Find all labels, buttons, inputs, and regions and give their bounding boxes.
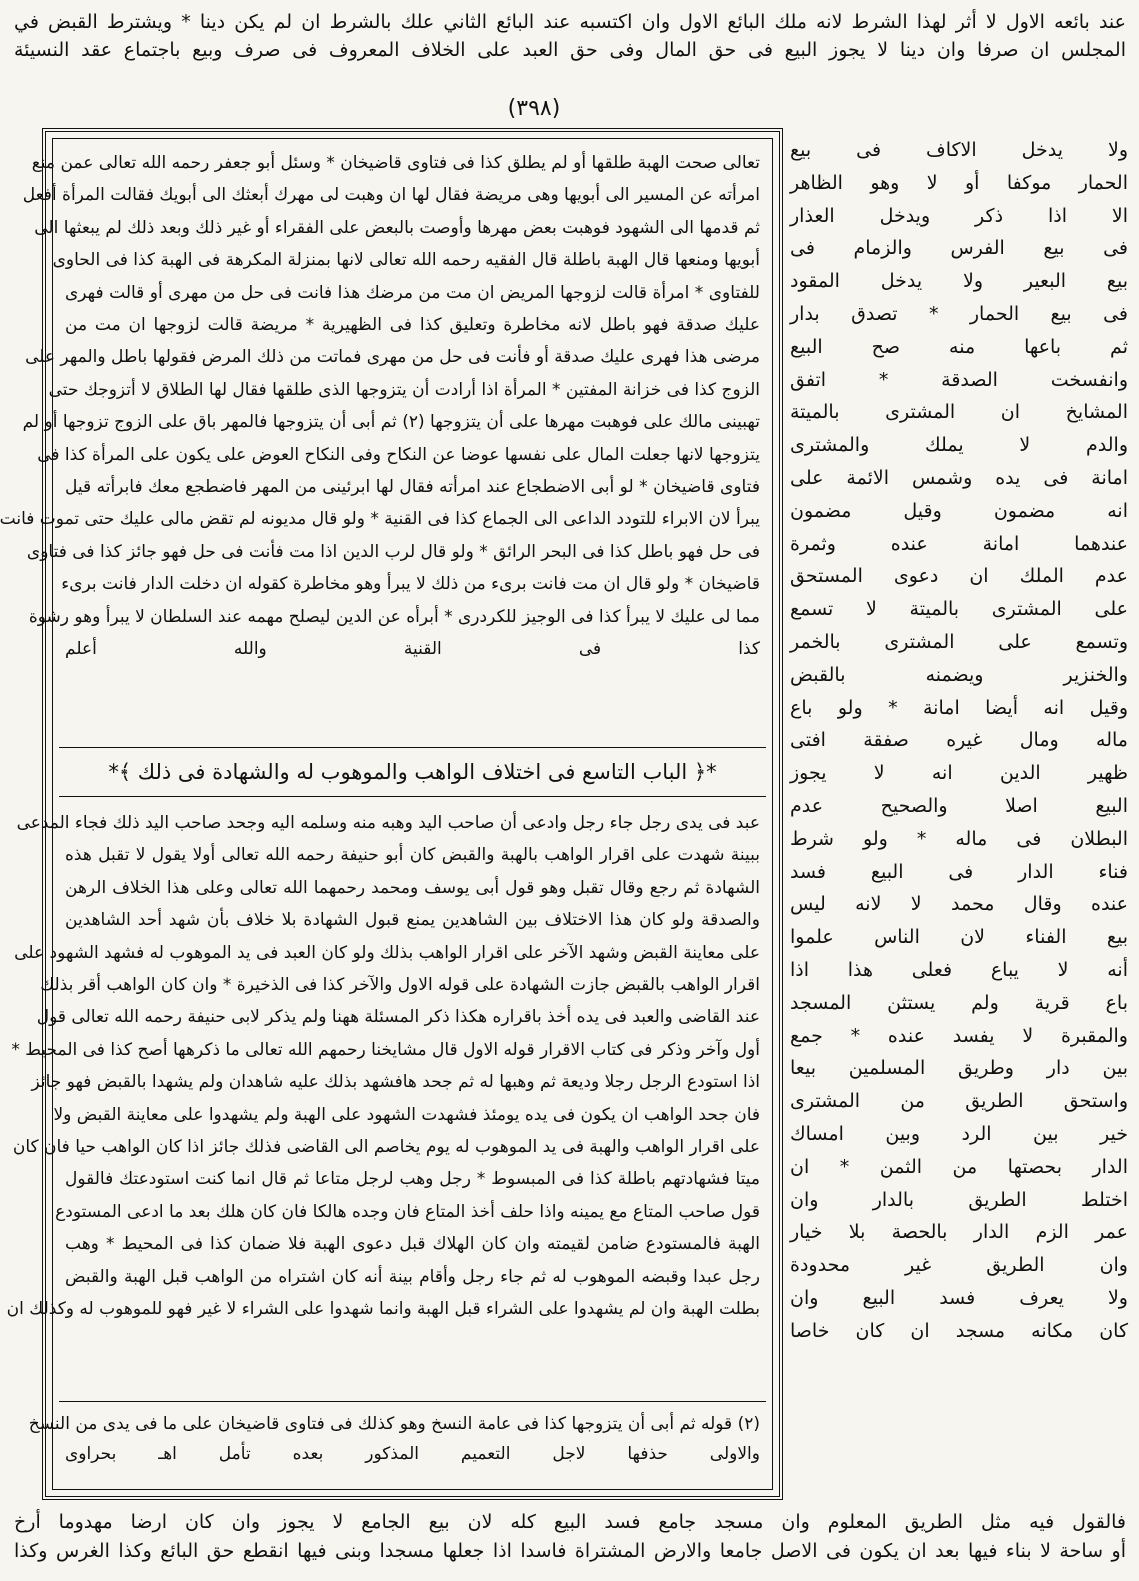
side-margin-line: الحمار موكفا أو لا وهو الظاهر xyxy=(790,171,1128,194)
main-text-block xyxy=(0,147,760,666)
main-text-line: تهبينى مالك على فوهبت مهرها على أن يتزوجها (٢) ثم أبى أن يتزوجها فالمهر باق على الزوج تزوجها أو لم xyxy=(22,412,760,433)
main-text-line: يتزوجها لانها جعلت المال على نفسها عوضا عن النكاح وفى النكاح العوض على يكون على المرأة كذا فى xyxy=(37,444,760,465)
main-text-line: تعالى صحت الهبة طلقها أو لم يطلق كذا فى فتاوى قاضيخان * وسئل أبو جعفر رحمه الله تعالى عمن منع xyxy=(31,153,760,173)
main-text-line: اذا استودع الرجل رجلا وديعة ثم وهبها له ثم جحد هافشهد بذلك عليه شاهدان ولم يشهدا بالقبض فهو جائز xyxy=(31,1072,760,1093)
main-text-line: قول صاحب المتاع مع يمينه واذا حلف أخذ المتاع فان وجده هالكا فان كان هلك بعد ما ادعى المستودع xyxy=(55,1201,760,1222)
side-margin-line: فى بيع الفرس والزمام فى xyxy=(790,237,1128,260)
side-margin-line: على المشترى بالميتة لا تسمع xyxy=(790,598,1128,621)
main-text-frame-inner xyxy=(0,138,773,1490)
side-margin-line: امانة فى يده وشمس الائمة على xyxy=(790,466,1128,489)
footnote-line: والاولى حذفها لاجل التعميم المذكور بعده تأمل اهـ بحراوى xyxy=(65,1444,760,1464)
main-text-line: كذا فى القنية والله أعلم xyxy=(65,639,760,660)
chapter-heading: *﴿ الباب التاسع فى اختلاف الواهب والموهوب له والشهادة فى ذلك ﴾* xyxy=(59,747,766,797)
main-text-line: مرضى هذا فهرى عليك صدقة أو فأنت فى حل من مهرى فماتت من ذلك المرض فقولها باطل والمهر على xyxy=(25,347,760,368)
side-margin-line: عمر الزم الدار بالحصة بلا خيار xyxy=(790,1221,1128,1244)
main-text-line: الشهادة ثم رجع وقال تقبل وهو قول أبى يوسف ومحمد رحمهما الله تعالى وعلى هذا الخلاف الرهن xyxy=(65,877,760,898)
main-text-line: رجل عبدا وقبضه الموهوب له ثم جاء رجل وأقام بينة أنه كان اشتراه من الواهب قبل الهبة والقبض xyxy=(65,1266,760,1287)
main-text-line: اقرار الواهب بالقبض جازت الشهادة على قوله الاول والآخر كذا فى الذخيرة * وان كان الواهب أقر بذلك xyxy=(40,975,760,996)
side-margin-line: عدم الملك ان دعوى المستحق xyxy=(790,565,1128,588)
side-margin-line: بيع البعير ولا يدخل المقود xyxy=(790,270,1128,293)
main-text-line: على معاينة القبض وشهد الآخر على اقرار الواهب بذلك ولو كان العبد فى يد الموهوب له فشهد الشهود على xyxy=(14,942,760,963)
main-text-line: ثم قدمها الى الشهود فوهبت بعض مهرها وأوصت بالبعض على الفقراء أو غير ذلك وبعد ذلك لم يبعثها الى xyxy=(34,217,760,238)
side-margin-line: انه مضمون وقيل مضمون xyxy=(790,499,1128,522)
footnote-divider xyxy=(59,1401,766,1402)
side-margin-line: واستحق الطريق من المشترى xyxy=(790,1090,1128,1113)
side-margin-line: والدم لا يملك والمشترى xyxy=(790,434,1128,457)
main-text-block-2 xyxy=(6,807,760,1326)
main-text-line: أول وآخر وذكر فى كتاب الاقرار قوله الاول قال مشايخنا رحمهم الله تعالى ما ذكرهها أصح كذا فى المحيط * xyxy=(11,1039,760,1060)
main-text-frame xyxy=(0,128,783,1500)
main-text-line: فتاوى قاضيخان * لو أبى الاضطجاع عند امرأته فقال لها ابرئينى من المهر فاضطجع معك فابرأته قيل xyxy=(65,477,760,498)
footnote-line: (٢) قوله ثم أبى أن يتزوجها كذا فى عامة النسخ وهو كذلك فى فتاوى قاضيخان على ما فى يدى من النسخ xyxy=(28,1414,760,1434)
main-text-line: فى حل فهو باطل كذا فى البحر الرائق * ولو قال لرب الدين اذا مت فأنت فى حل فهو جائز كذا فى فتاوى xyxy=(26,541,760,562)
main-text-line: والصدقة ولو كان هذا الاختلاف بين الشاهدين يمنع قبول الشهادة بلا خلاف بأن شهد أحد الشاهدين xyxy=(65,910,760,931)
main-text-line: ميتا فشهادتهم باطلة كذا فى المبسوط * رجل وهب لرجل متاعا ثم قال انما كنت استودعتك فالقول xyxy=(65,1169,760,1190)
main-text-line: يبرأ لان الابراء للتودد الداعى الى الجماع كذا فى القنية * ولو قال مديونه لم تقض مالى عليك حتى تموت فانت xyxy=(0,509,760,530)
bottom-margin-line: فالقول فيه مثل الطريق المعلوم وان مسجد جامع فسد البيع كله لان بيع الجامع لا يجوز وان كان ارضا مهدوما أرخ xyxy=(14,1511,1126,1533)
main-text-line: على اقرار الواهب والهبة فى يد الموهوب له يوم يخاصم الى القاضى فذلك جائز اذا كان الواهب حيا فان كان xyxy=(12,1137,760,1158)
page-number: (٣٩٨) xyxy=(454,92,614,126)
top-margin-line: المجلس ان صرفا وان دينا لا يجوز البيع فى حق المال وفى حق العبد على الخلاف المعروف فى صرف وبيع باجتماع عقد النسيئة xyxy=(14,39,1126,61)
main-text-line: عبد فى يدى رجل جاء رجل وادعى أن صاحب اليد وهبه منه وسلمه اليه وجحد صاحب اليد ذلك فجاء المدعى xyxy=(16,813,760,833)
main-text-line: عليك صدقة فهو باطل لانه مخاطرة وتعليق كذا فى الظهيرية * مريضة قالت لزوجها ان مت من xyxy=(65,315,760,336)
main-text-line: ببينة شهدت على اقرار الواهب بالهبة والقبض كان أبو حنيفة رحمه الله تعالى أولا يقول لا تقبل هذه xyxy=(65,845,760,866)
side-margin-line: وقيل انه أيضا امانة * ولو باع xyxy=(790,696,1128,719)
side-margin-line: ثم باعها منه صح البيع xyxy=(790,335,1128,358)
side-margin-line: المشايخ ان المشترى بالميتة xyxy=(790,401,1128,424)
side-margin-line: أنه لا يباع فعلى هذا اذا xyxy=(790,958,1128,981)
top-margin-commentary xyxy=(14,8,1126,64)
side-margin-line: ولا يعرف فسد البيع وان xyxy=(790,1286,1128,1309)
side-margin-line: عندهما امانة عنده وثمرة xyxy=(790,532,1128,555)
side-margin-line: ظهير الدين انه لا يجوز xyxy=(790,762,1128,785)
main-text-line: بطلت الهبة وان لم يشهدوا على الشراء قبل الهبة وانما شهدوا على الشراء لا غير فهو للموهوب له وكذلك ان xyxy=(6,1299,760,1320)
bottom-margin-commentary xyxy=(14,1508,1126,1566)
main-text-line: امرأته عن المسير الى أبويها وهى مريضة فقال لها ان وهبت لى مهرك أبعثك الى أبويك فقالت المرأة أفعل xyxy=(22,185,760,206)
side-margin-line: خير بين الرد وبين امساك xyxy=(790,1122,1128,1145)
side-margin-line: اختلط الطريق بالدار وان xyxy=(790,1188,1128,1211)
side-margin-line: الا اذا ذكر ويدخل العذار xyxy=(790,204,1128,227)
side-margin-line: كان مكانه مسجد ان كان خاصا xyxy=(790,1319,1128,1342)
main-text-line: الهبة فالمستودع ضامن لقيمته وان كان الهلاك قبل دعوى الهبة فلا ضمان كذا فى المحيط * وهب xyxy=(65,1234,760,1255)
footnote xyxy=(28,1409,760,1469)
main-text-line: مما لى عليك لا يبرأ كذا فى الوجيز للكردرى * أبرأه عن الدين ليصلح مهمه عند السلطان لا يبرأ وهو رشوة xyxy=(28,606,760,627)
main-text-line: الزوج كذا فى خزانة المفتين * المرأة اذا أرادت أن يتزوجها الذى طلقها فقال لها الطلاق لا أتزوجك حتى xyxy=(48,379,760,400)
side-margin-line: والمقبرة لا يفسد عنده * جمع xyxy=(790,1024,1128,1047)
side-margin-line: والخنزير ويضمنه بالقبض xyxy=(790,663,1128,686)
side-margin-line: عنده وقال محمد لا لانه ليس xyxy=(790,893,1128,916)
main-text-line: للفتاوى * امرأة قالت لزوجها المريض ان مت من مرضك هذا فانت فى حل من مهرى أو قالت فهرى xyxy=(65,282,760,303)
side-margin-line: الدار بحصتها من الثمن * ان xyxy=(790,1155,1128,1178)
main-text-line: قاضيخان * ولو قال ان مت فانت برىء من ذلك لا يبرأ وهو مخاطرة كقوله ان دخلت الدار فانت برىء xyxy=(61,574,760,595)
main-text-line: فان جحد الواهب ان يكون فى يده يومئذ فشهدت الشهود على الهبة ولم يشهدوا على معاينة القبض ولا xyxy=(53,1104,760,1125)
side-margin-line: البطلان فى ماله * ولو شرط xyxy=(790,827,1128,850)
side-margin-line: ولا يدخل الاكاف فى بيع xyxy=(790,139,1128,161)
side-margin-line: فناء الدار فى البيع فسد xyxy=(790,860,1128,883)
side-margin-line: البيع اصلا والصحيح عدم xyxy=(790,794,1128,817)
side-margin-line: بيع الفناء لان الناس علموا xyxy=(790,926,1128,949)
side-margin-commentary xyxy=(790,134,1128,1347)
side-margin-line: باع قرية ولم يستثن المسجد xyxy=(790,991,1128,1014)
side-margin-line: وان الطريق غير محدودة xyxy=(790,1254,1128,1277)
bottom-margin-line: أو ساحة لا بناء فيها بعد ان يكون فى الاصل جامعا والارض المشتراة فاسدا اذا جعلها مسجدا وبنى فيها انقطع حق البائع وكذا الغرس وكذا xyxy=(14,1540,1126,1562)
main-text-line: أبويها ومنعها قال الهبة باطلة قال الفقيه رحمه الله تعالى لانها بمنزلة المكرهة فى الهبة كذا فى الحاوى xyxy=(52,250,760,271)
top-margin-line: عند بائعه الاول لا أثر لهذا الشرط لانه ملك البائع الاول وان اكتسبه عند البائع الثاني علك بالشرط ان لم يكن دينا * ويشترط القبض في xyxy=(14,11,1126,33)
side-margin-line: وانفسخت الصدقة * اتفق xyxy=(790,368,1128,391)
side-margin-line: ماله ومال غيره صفقة افتى xyxy=(790,729,1128,752)
side-margin-line: وتسمع على المشترى بالخمر xyxy=(790,630,1128,653)
side-margin-line: فى بيع الحمار * تصدق بدار xyxy=(790,302,1128,325)
side-margin-line: بين دار وطريق المسلمين بيعا xyxy=(790,1057,1128,1080)
main-text-line: عند القاضى والعبد فى يده أخذ باقراره هكذا ذكر المسئلة ههنا ولم يذكر لابى حنيفة رحمه الله تعالى قول xyxy=(36,1007,760,1028)
